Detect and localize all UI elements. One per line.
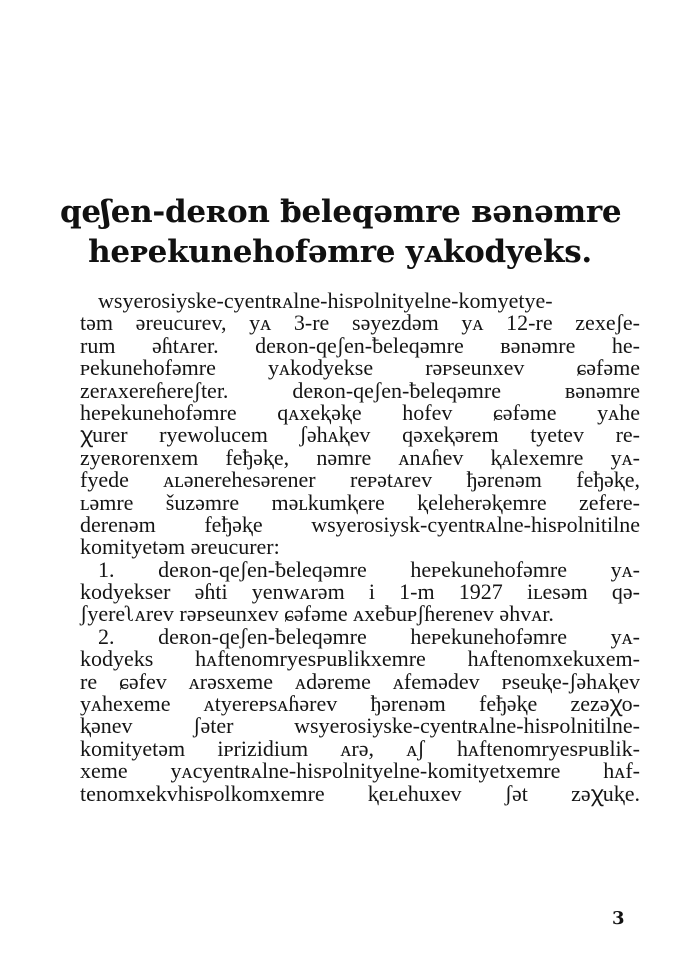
body-line: zerᴀxereɦereʃter. deʀon-qeʃen-ƀeleqəmre вənəmre	[80, 377, 640, 403]
page-number: 3	[612, 908, 625, 929]
list-item-1-line: kodyekser əɦti yenwᴀrəm i 1-m 1927 iʟesəm qə-	[80, 579, 640, 605]
list-item-2-line: kodyeks hᴀftenomryesᴘuвlikxemre hᴀftenomxekuxem-	[80, 646, 640, 672]
document-title	[60, 192, 620, 272]
list-item-2-line: ⱪənev ʃəter wsyerosiyske-cyentʀᴀlne-hisᴘolnitilne-	[80, 713, 640, 739]
body-line: derenəm feђəⱪe wsyerosiysk-cyentʀᴀlne-hisᴘolnitilne	[80, 511, 640, 537]
title-line-1: qeʃen-deʀon ƀeleqəmre вənəmre	[60, 194, 622, 230]
body-line: ꭓurer ryewolucem ʃəhᴀⱪev qəxeⱪərem tyetev re-	[80, 422, 640, 448]
list-item-2-line: komityetəm iᴘrizidium ᴀrə, ᴀʃ hᴀftenomryesᴘuвlik-	[80, 735, 640, 761]
body-line: fyede ᴀʟənerehesərener reᴘətᴀrev ђərenəm feђəⱪe,	[80, 467, 640, 493]
body-line: təm əreucurev, yᴀ 3-re səyezdəm yᴀ 12-re zexeʃe-	[80, 310, 640, 336]
body-text	[80, 290, 640, 805]
list-item-2-line: xeme yᴀcyentʀᴀlne-hisᴘolnityelne-komityetxemre hᴀf-	[80, 758, 640, 784]
body-line: ᴘekunehofəmre yᴀkodyekse rəᴘseunxev ɕəfəme	[80, 355, 640, 381]
list-item-2-line: tenomxekvhisᴘolkomxemre ⱪeʟehuxev ʃət zəꭓuⱪe.	[80, 780, 640, 806]
body-line: wsyerosiyske-cyentʀᴀlne-hisᴘolnityelne-komyetye-	[98, 288, 553, 313]
list-item-1-line: ʃyereʅᴀrev rəᴘseunxev ɕəfəme ᴀxeƀuᴘʃɦerenev əhvᴀr.	[80, 601, 554, 627]
body-line: ʟəmre šuzəmre məʟkumⱪere ⱪeleherəⱪemre zefere-	[80, 489, 640, 515]
body-line: rum əɦtᴀrer. deʀon-qeʃen-ƀeleqəmre вənəmre he-	[80, 332, 640, 358]
body-line: zyeʀorenxem feђəⱪe, nəmre ᴀnᴀɦev ⱪᴀlexemre yᴀ-	[80, 444, 640, 470]
list-item-2-line: re ɕəfev ᴀrəsxeme ᴀdəreme ᴀfemədev ᴘseuⱪe-ʃəhᴀⱪev	[80, 668, 640, 694]
body-line: heᴘekunehofəmre qᴀxeⱪəⱪe hofev ɕəfəme yᴀhe	[80, 399, 640, 425]
list-item-2-line: 2. deʀon-qeʃen-ƀeleqəmre heᴘekunehofəmre yᴀ-	[98, 623, 640, 649]
body-line: komityetəm əreucurer:	[80, 534, 280, 560]
list-item-1-line: 1. deʀon-qeʃen-ƀeleqəmre heᴘekunehofəmre yᴀ-	[98, 556, 640, 582]
list-item-2-line: yᴀhexeme ᴀtyereᴘsᴀɦərev ђərenəm feђəⱪe zezəꭓo-	[80, 691, 640, 717]
title-line-2: heᴘekunehofəmre yᴀkodyeks.	[88, 234, 592, 270]
